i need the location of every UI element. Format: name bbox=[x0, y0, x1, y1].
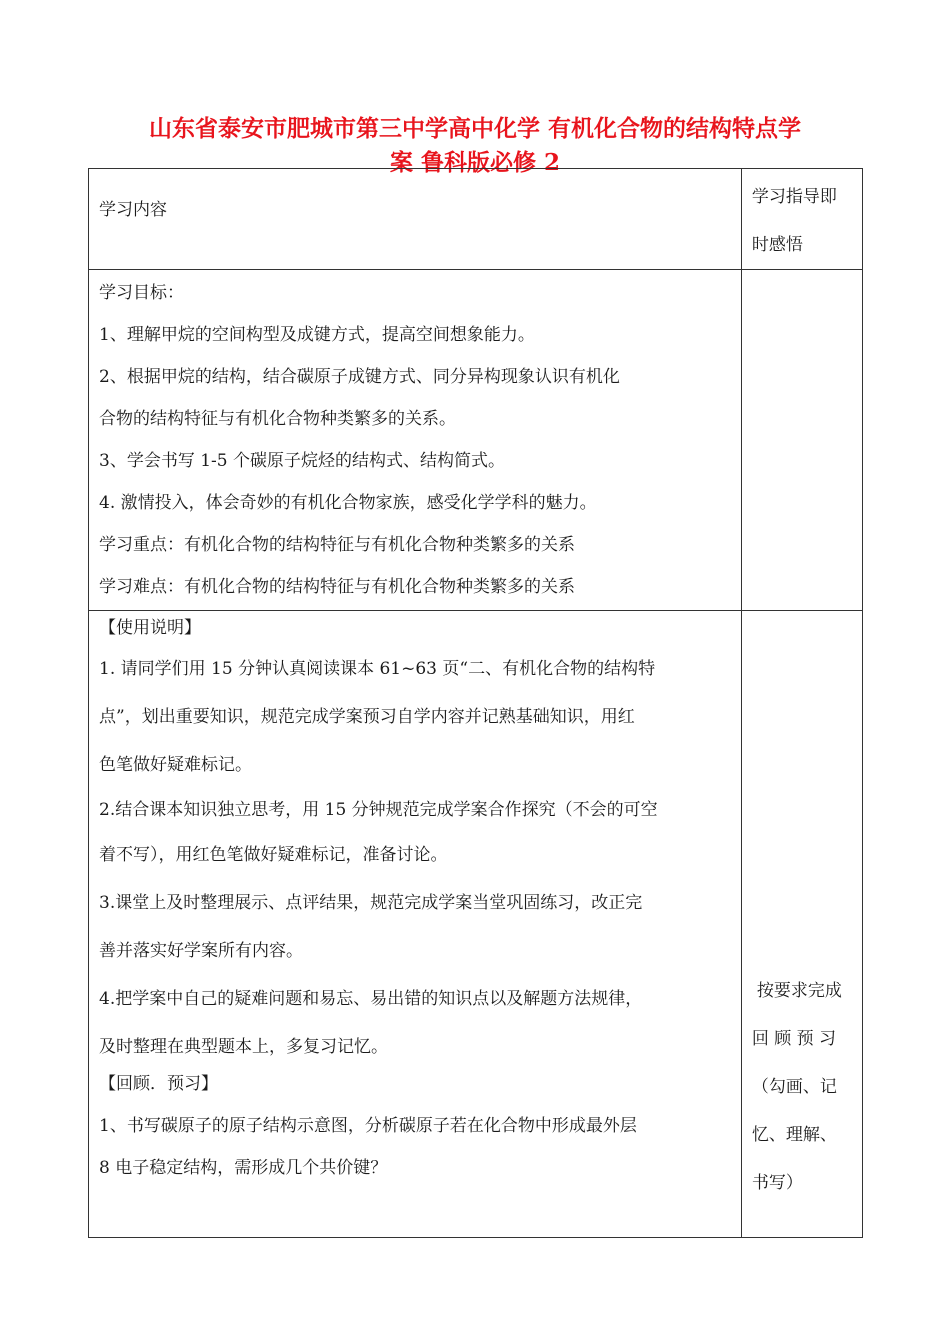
objective-item: 4. 激情投入，体会奇妙的有机化合物家族，感受化学学科的魅力。 bbox=[99, 493, 597, 513]
instruction-line: 点”，划出重要知识，规范完成学案预习自学内容并记熟基础知识，用红 bbox=[99, 707, 635, 727]
instruction-line: 1. 请同学们用 15 分钟认真阅读课本 61~63 页“二、有机化合物的结构特 bbox=[99, 659, 656, 679]
guide-note-cell bbox=[741, 611, 862, 1238]
difficult-point: 学习难点：有机化合物的结构特征与有机化合物种类繁多的关系 bbox=[99, 577, 575, 597]
instruction-line: 4.把学案中自己的疑难问题和易忘、易出错的知识点以及解题方法规律， bbox=[99, 989, 643, 1009]
objectives-row bbox=[89, 270, 863, 611]
title-line-2: 案 鲁科版必修 2 bbox=[389, 149, 561, 176]
objective-item: 1、理解甲烷的空间构型及成键方式，提高空间想象能力。 bbox=[99, 325, 535, 345]
instruction-line: 2.结合课本知识独立思考，用 15 分钟规范完成学案合作探究（不会的可空 bbox=[99, 800, 658, 820]
objective-item: 3、学会书写 1-5 个碳原子烷烃的结构式、结构简式。 bbox=[99, 451, 505, 471]
review-heading: 【回顾．预习】 bbox=[99, 1074, 218, 1094]
key-point: 学习重点：有机化合物的结构特征与有机化合物种类繁多的关系 bbox=[99, 535, 575, 555]
guide-note-line: 回 顾 预 习 bbox=[751, 1029, 837, 1049]
objectives-side-cell bbox=[741, 270, 862, 611]
guide-note-line: （勾画、记 bbox=[751, 1077, 837, 1097]
header-row bbox=[89, 169, 863, 270]
guide-note-line: 按要求完成 bbox=[756, 981, 842, 1001]
instructions-row bbox=[89, 611, 863, 1238]
objectives-cell bbox=[89, 270, 742, 611]
objective-item: 合物的结构特征与有机化合物种类繁多的关系。 bbox=[99, 409, 456, 429]
instruction-line: 及时整理在典型题本上，多复习记忆。 bbox=[99, 1037, 388, 1057]
guide-label-line-2: 时感悟 bbox=[751, 235, 803, 255]
title-line-1: 山东省泰安市肥城市第三中学高中化学 有机化合物的结构特点学 bbox=[148, 115, 801, 142]
instructions-cell bbox=[89, 611, 742, 1238]
content-label: 学习内容 bbox=[99, 200, 167, 220]
guide-header-cell bbox=[741, 169, 862, 270]
instruction-line: 着不写），用红色笔做好疑难标记，准备讨论。 bbox=[99, 845, 448, 865]
study-plan-table bbox=[88, 168, 863, 1238]
instruction-line: 善并落实好学案所有内容。 bbox=[99, 941, 303, 961]
instruction-line: 色笔做好疑难标记。 bbox=[99, 755, 252, 775]
guide-note-line: 忆、理解、 bbox=[751, 1125, 837, 1145]
instructions-heading: 【使用说明】 bbox=[99, 618, 201, 638]
instruction-line: 3.课堂上及时整理展示、点评结果，规范完成学案当堂巩固练习，改正完 bbox=[99, 893, 643, 913]
content-header-cell bbox=[89, 169, 742, 270]
review-line: 8 电子稳定结构，需形成几个共价键？ bbox=[99, 1158, 388, 1178]
guide-note-line: 书写） bbox=[751, 1173, 803, 1193]
guide-label-line-1: 学习指导即 bbox=[751, 187, 837, 207]
objectives-heading: 学习目标： bbox=[99, 283, 184, 303]
objective-item: 2、根据甲烷的结构，结合碳原子成键方式、同分异构现象认识有机化 bbox=[99, 367, 620, 387]
review-line: 1、书写碳原子的原子结构示意图，分析碳原子若在化合物中形成最外层 bbox=[99, 1116, 637, 1136]
